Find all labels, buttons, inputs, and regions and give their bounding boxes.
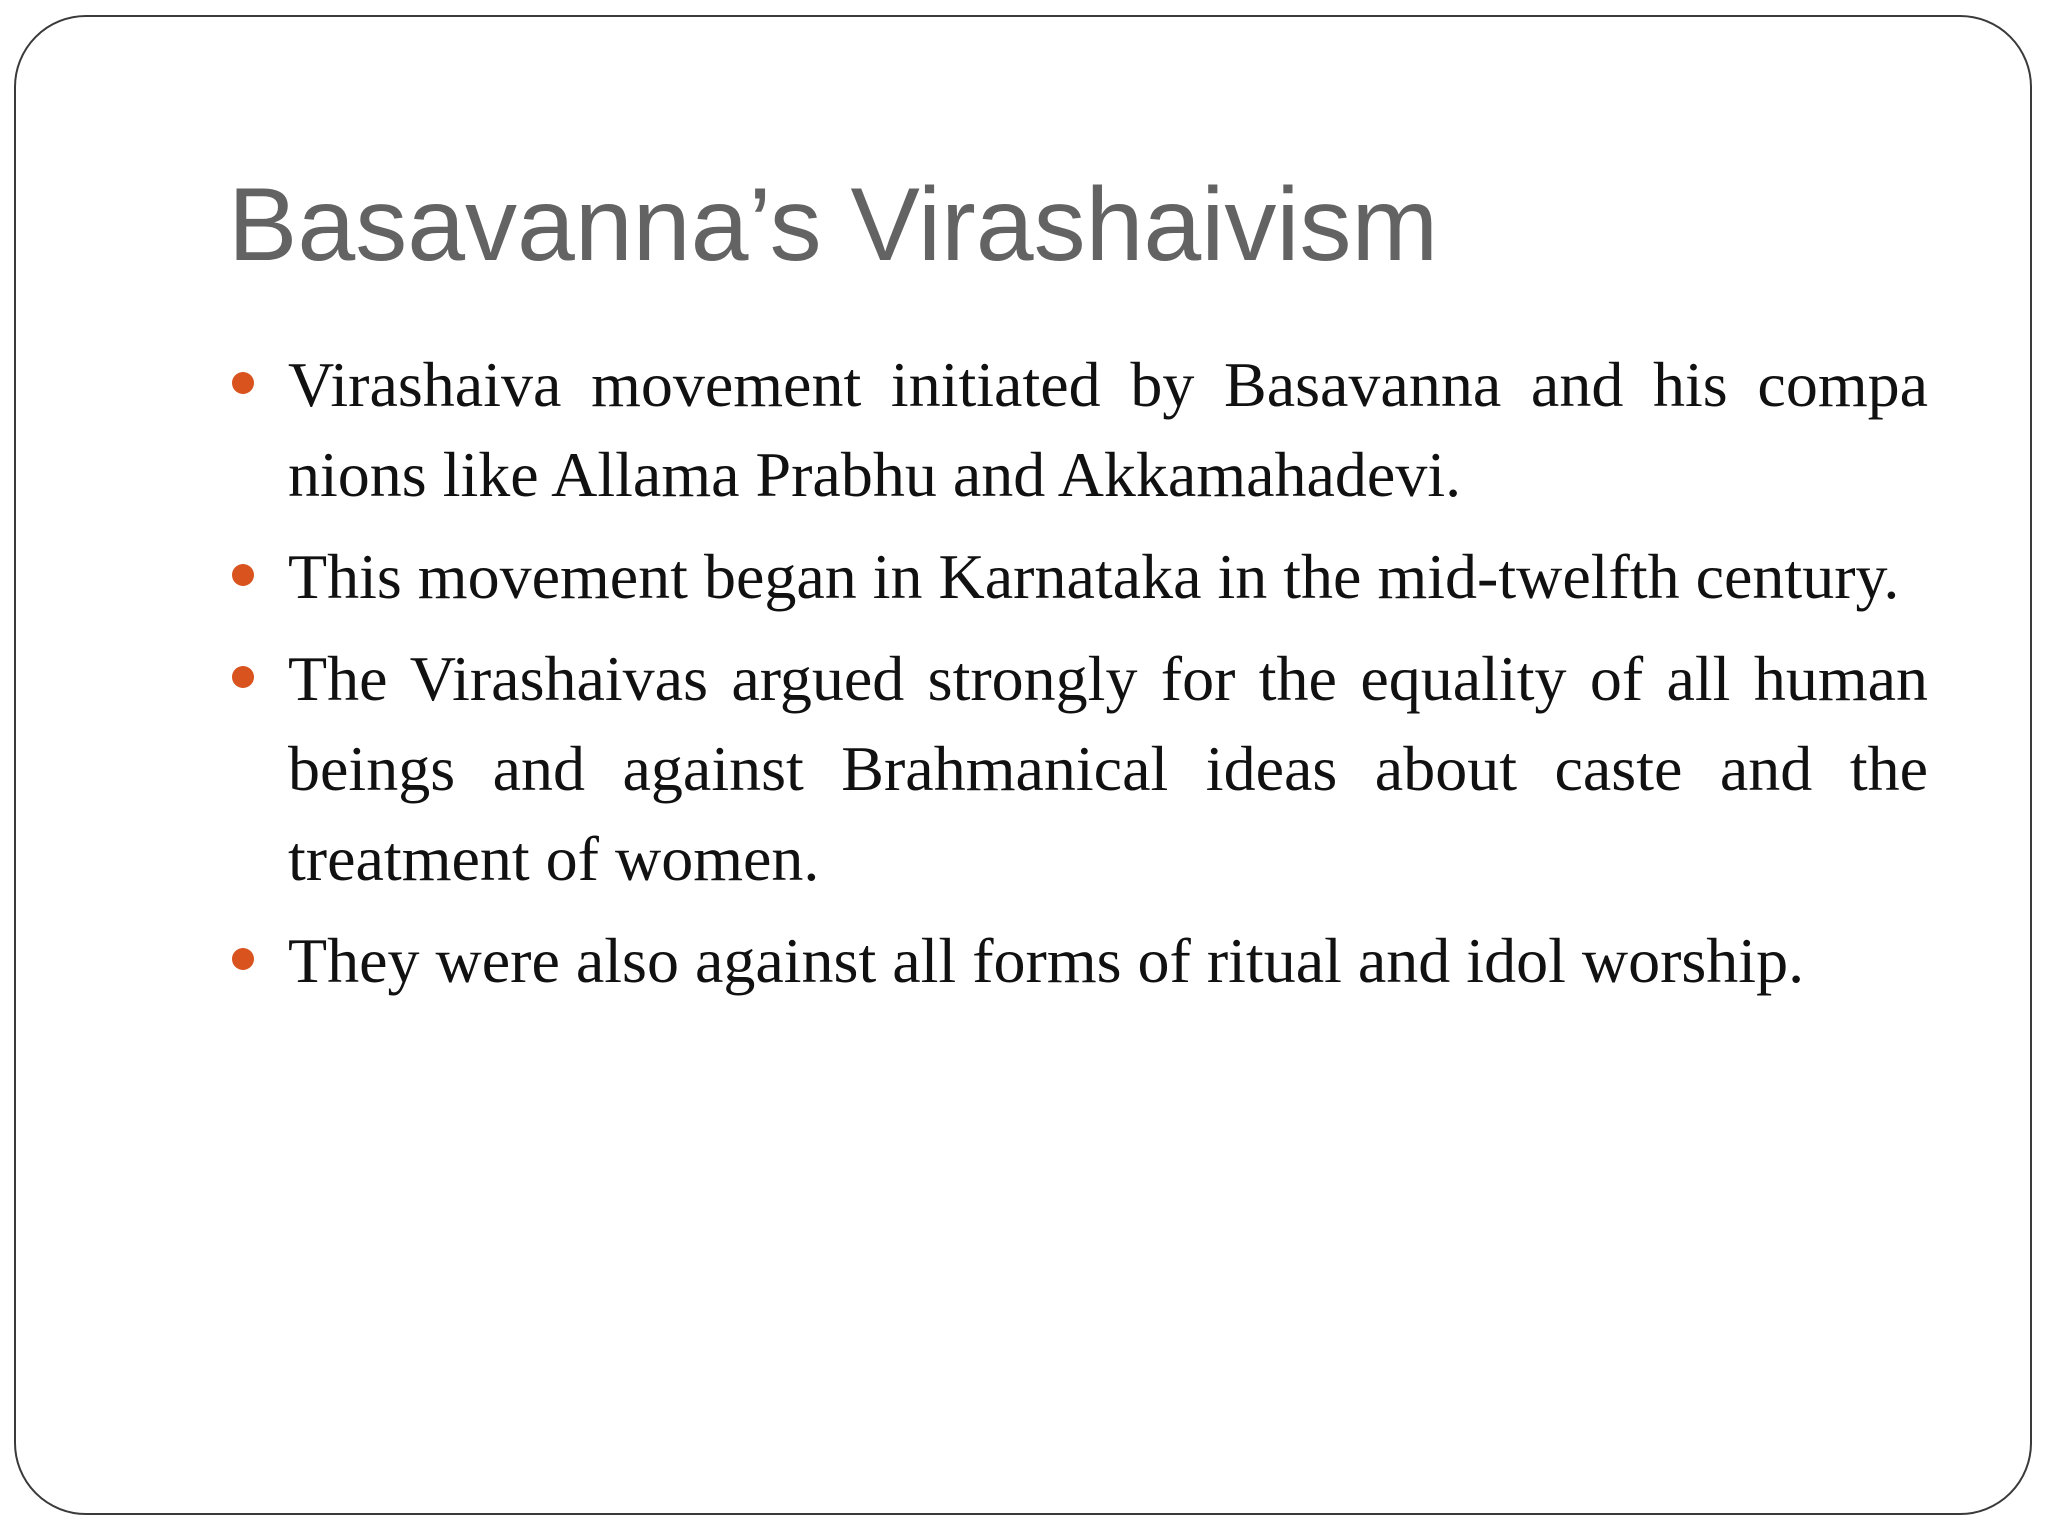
- bullet-text: The Virashaivas argued strongly for the equality of all human beings and against Brahmanical ideas about caste and the treatment of women.: [288, 643, 1928, 894]
- slide-title: Basavanna’s Virashaivism: [228, 167, 1439, 283]
- bullet-text: This movement began in Karnataka in the mid-twelfth century.: [288, 541, 1900, 612]
- bullet-text: They were also against all forms of ritual and idol worship.: [288, 925, 1805, 996]
- bullet-dot-icon: [232, 948, 254, 970]
- bullet-item: [228, 634, 1928, 904]
- bullet-list: [228, 340, 1928, 1018]
- bullet-item: [228, 340, 1928, 520]
- bullet-item: [228, 532, 1928, 622]
- bullet-text: Virashaiva movement initiated by Basavanna and his compa nions like Allama Prabhu and Akkamahadevi.: [288, 349, 1928, 510]
- bullet-dot-icon: [232, 666, 254, 688]
- bullet-item: [228, 916, 1928, 1006]
- bullet-dot-icon: [232, 564, 254, 586]
- bullet-dot-icon: [232, 372, 254, 394]
